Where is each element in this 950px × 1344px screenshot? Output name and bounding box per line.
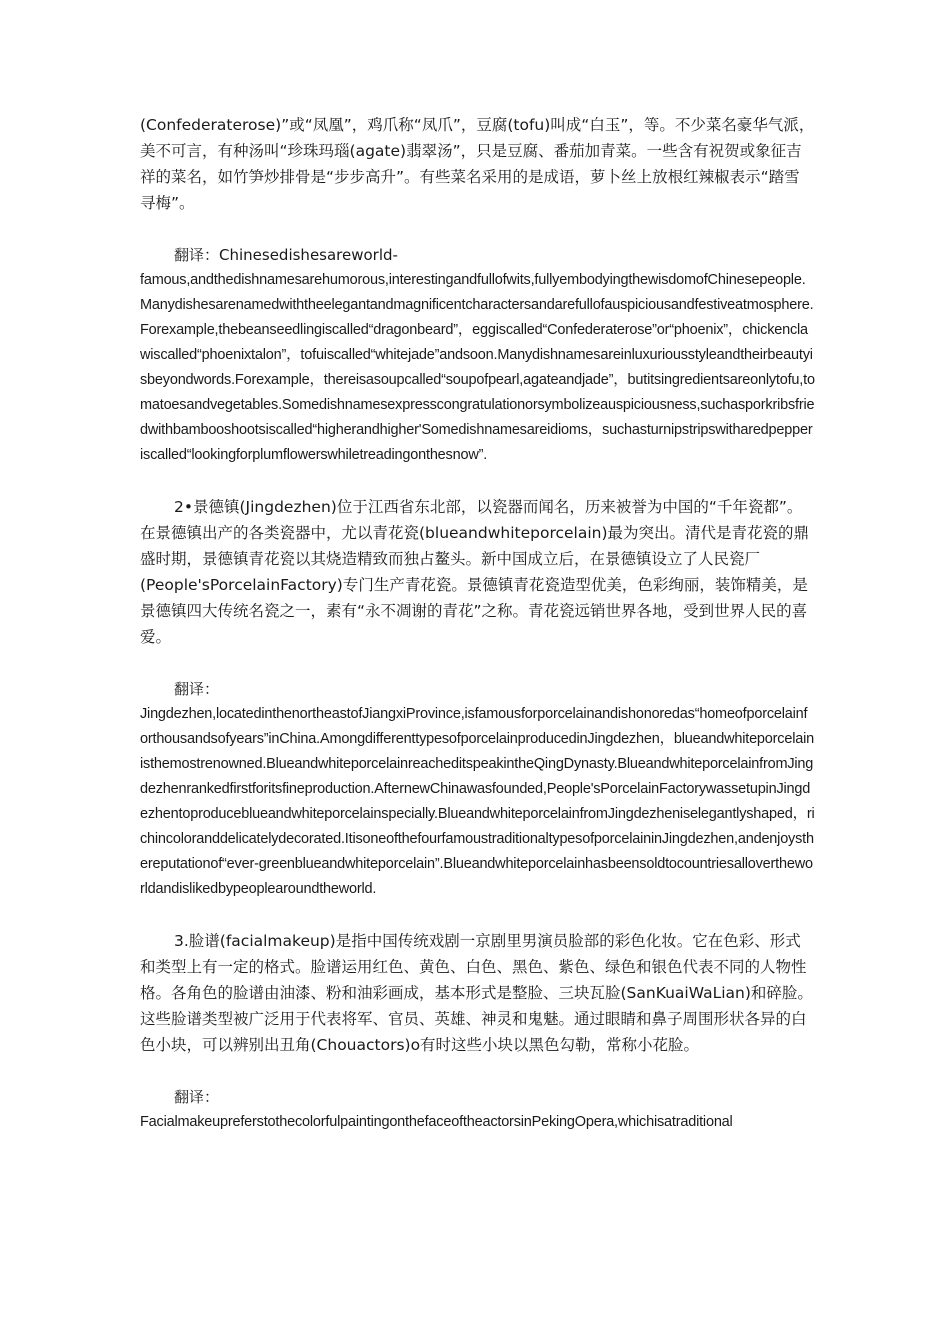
paragraph-facial-makeup-chinese: 3.脸谱(facialmakeup)是指中国传统戏剧一京剧里男演员脸部的彩色化妆。它在色彩、形式和类型上有一定的格式。脸谱运用红色、黄色、白色、黑色、紫色、绿色和银色代表不同的人物性格。各角色的脸谱由油漆、粉和油彩画成，基本形式是整脸、三块瓦脸(SanKuaiWaLian)和碎脸。这些脸谱类型被广泛用于代表将军、官员、英雄、神灵和鬼魅。通过眼睛和鼻子周围形状各异的白色小块，可以辨别出丑角(Chouactors)o有时这些小块以黑色勾勒，常称小花脸。 xyxy=(140,932,813,1054)
paragraph-dish-names-chinese: (Confederaterose)”或“凤凰”，鸡爪称“凤爪”，豆腐(tofu)叫成“白玉”，等。不少菜名豪华气派，美不可言，有种汤叫“珍珠玛瑙(agate)翡翠汤”，只是豆腐、番茄加青菜。一些含有祝贺或象征吉祥的菜名，如竹笋炒排骨是“步步高升”。有些菜名采用的是成语，萝卜丝上放根红辣椒表示“踏雪寻梅”。 xyxy=(140,116,815,212)
translation-jingdezhen-english: Jingdezhen,locatedinthenortheastofJiangxiProvince,isfamousforporcelainandishonoredas“homeofporcelainforthousandsofyears”inChina.AmongdifferenttypesofporcelainproducedinJingdezhen，blueandwhiteporcelainisthemostrenowned.BlueandwhiteporcelainreacheditspeakintheQingDynasty.BlueandwhiteporcelainfromJingdezhenrankedfirstforitsfineproduction.AfternewChinawasfounded,People'sPorcelainFactorywassetupinJingdezhentoproduceblueandwhiteporcelainspecially.BlueandwhiteporcelainfromJingdezheniselegantlyshaped，richincoloranddelicatelydecorated.ItisoneofthefourfamoustraditionaltypesofporcelaininJingdezhen,andenjoysthereputationof“ever-greenblueandwhiteporcelain”.Blueandwhiteporcelainhasbeensoldtocountriesallovertheworldandislikedbypeoplearoundtheworld. xyxy=(140,706,815,897)
translation-label-1: 翻译：Chinesedishesareworld- xyxy=(174,246,398,264)
translation-label-2: 翻译： xyxy=(174,680,220,698)
translation-dish-names-english: famous,andthedishnamesarehumorous,interestingandfullofwits,fullyembodyingthewisdomofChinesepeople.Manydishesarenamedwiththeelegantandmagnificentcharactersandarefullofauspiciousandfestiveatmosphere.Forexample,thebeanseedlingiscalled“dragonbeard”，eggiscalled“Confederaterose”or“phoenix”，chickenclawiscalled“phoenixtalon”，tofuiscalled“whitejade”andsoon.Manydishnamesareinluxuriousstyleandtheirbeautyisbeyondwords.Forexample，thereisasoupcalled“soupofpearl,agateandjade”，butitsingredientsareonlytofu,tomatoesandvegetables.Somedishnamesexpresscongratulationorsymbolizeauspiciousness,suchasporkribsfriedwithbambooshootsiscalled“higherandhigher'Somedishnamesareidioms，suchasturnipstripswitharedpepperiscalled“lookingforplumflowerswhiletreadingonthesnow”. xyxy=(140,272,815,463)
translation-facial-makeup-english: FacialmakeupreferstothecolorfulpaintingonthefaceoftheactorsinPekingOpera,whichisatraditional xyxy=(140,1114,733,1130)
translation-label-3: 翻译： xyxy=(174,1088,220,1106)
document-page xyxy=(140,112,815,1135)
paragraph-jingdezhen-chinese: 2•景德镇(Jingdezhen)位于江西省东北部，以瓷器而闻名，历来被誉为中国的“千年瓷都”。在景德镇出产的各类瓷器中，尤以青花瓷(blueandwhiteporcelain)最为突出。清代是青花瓷的鼎盛时期，景德镇青花瓷以其烧造精致而独占鳌头。新中国成立后，在景德镇设立了人民瓷厂(People'sPorcelainFactory)专门生产青花瓷。景德镇青花瓷造型优美，色彩绚丽，装饰精美，是景德镇四大传统名瓷之一，素有“永不凋谢的青花”之称。青花瓷远销世界各地，受到世界人民的喜爱。 xyxy=(140,498,810,646)
